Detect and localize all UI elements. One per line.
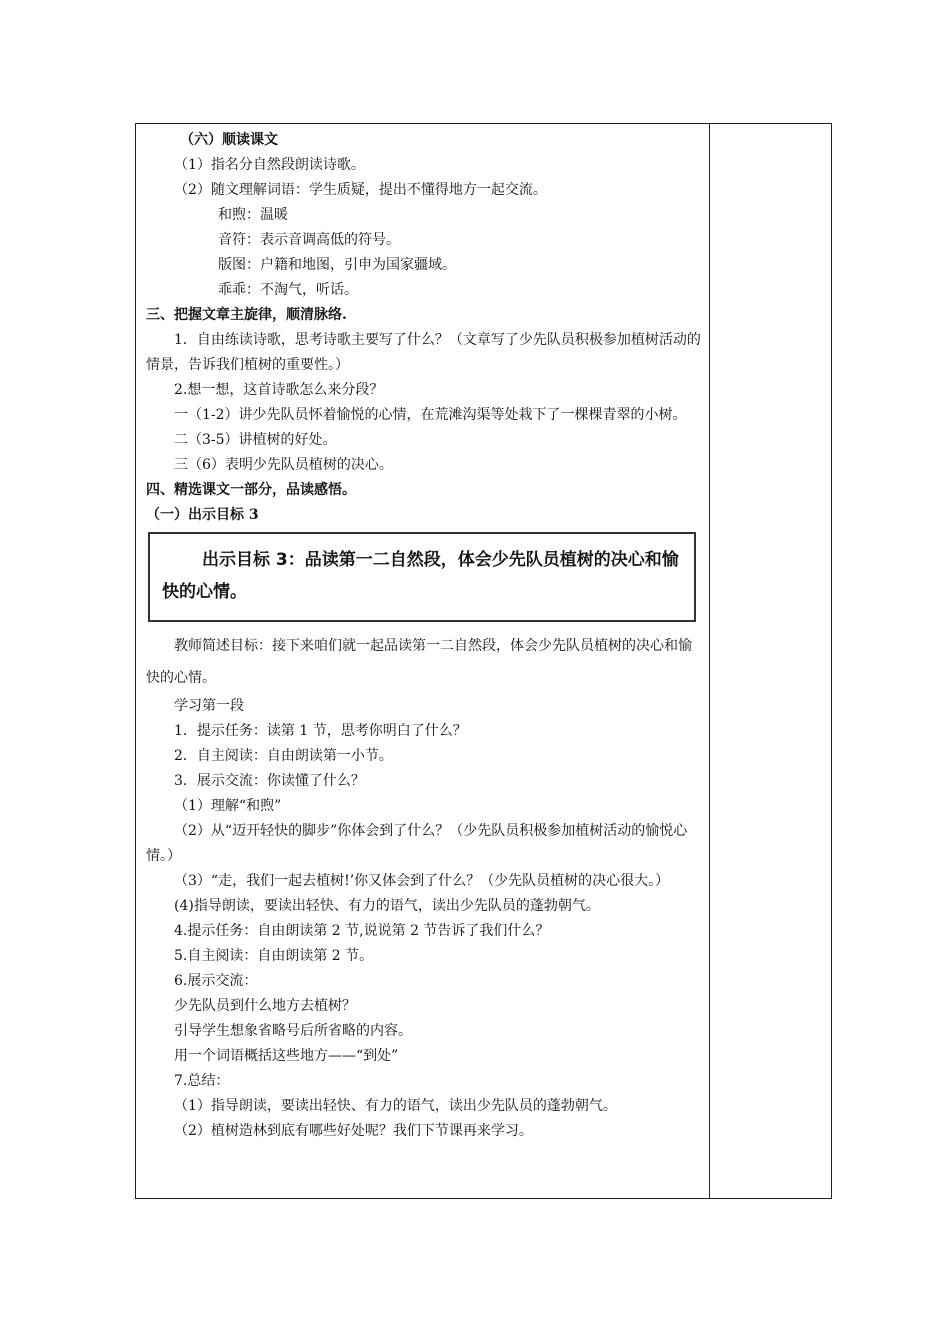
text-line: 2．自主阅读：自由朗读第一小节。: [174, 748, 393, 764]
text-paragraph: （1）指导朗读，要读出轻快、有力的语气，读出少先队员的蓬勃朝气。: [174, 1098, 617, 1114]
subsection-heading: （一）出示目标 3: [146, 507, 259, 523]
text-line: （1）指名分自然段朗读诗歌。: [174, 157, 365, 173]
text-line: 3．展示交流：你读懂了什么？: [174, 773, 365, 789]
text-line: 二（3-5）讲植树的好处。: [174, 432, 337, 448]
text-line: 6.展示交流：: [174, 973, 258, 989]
text-line: （1）理解“和煦”: [174, 798, 282, 814]
text-line: 引导学生想象省略号后所省略的内容。: [174, 1023, 412, 1039]
text-paragraph: 1．自由练读诗歌，思考诗歌主要写了什么？（文章写了少先队员积极参加植树活动的情景，告诉我们植树的重要性。）: [146, 332, 701, 373]
text-line: 2.想一想，这首诗歌怎么来分段？: [174, 382, 384, 398]
text-line: 7.总结：: [174, 1073, 230, 1089]
text-line: (4)指导朗读，要读出轻快、有力的语气，读出少先队员的蓬勃朝气。: [174, 898, 600, 914]
text-paragraph: （2）从“迈开轻快的脚步”你体会到了什么？（少先队员积极参加植树活动的愉悦心情。）: [146, 823, 688, 864]
section-heading: 三、把握文章主旋律，顺清脉络.: [146, 307, 347, 323]
vocab-line: 音符：表示音调高低的符号。: [218, 232, 400, 248]
text-paragraph: 一（1-2）讲少先队员怀着愉悦的心情，在荒滩沟渠等处栽下了一棵棵青翠的小树。: [174, 407, 687, 423]
text-line: 三（6）表明少先队员植树的决心。: [174, 457, 393, 473]
text-paragraph: （3）“走，我们一起去植树!’你又体会到了什么？（少先队员植树的决心很大。）: [174, 873, 670, 889]
lesson-content: [146, 128, 702, 1144]
text-line: （2）植树造林到底有哪些好处呢？我们下节课再来学习。: [174, 1123, 533, 1139]
goal-box: 出示目标 3：品读第一二自然段，体会少先队员植树的决心和愉快的心情。: [148, 532, 696, 622]
text-line: 4.提示任务：自由朗读第 2 节,说说第 2 节告诉了我们什么？: [174, 923, 550, 939]
section-heading: 四、精选课文一部分，品读感悟。: [146, 482, 356, 498]
text-paragraph: 教师简述目标：接下来咱们就一起品读第一二自然段，体会少先队员植树的决心和愉快的心情。: [146, 638, 692, 686]
vocab-line: 和煦：温暖: [218, 207, 288, 223]
text-line: （2）随文理解词语：学生质疑，提出不懂得地方一起交流。: [174, 182, 547, 198]
vocab-line: 乖乖：不淘气，听话。: [218, 282, 358, 298]
column-divider: [709, 124, 710, 1198]
section-heading: （六）顺读课文: [180, 132, 278, 148]
text-line: 用一个词语概括这些地方——“到处”: [174, 1048, 399, 1064]
text-line: 5.自主阅读：自由朗读第 2 节。: [174, 948, 374, 964]
text-line: 1．提示任务：读第 1 节，思考你明白了什么？: [174, 723, 467, 739]
lesson-table: [135, 123, 832, 1199]
text-line: 少先队员到什么地方去植树？: [174, 998, 356, 1014]
text-line: 学习第一段: [174, 698, 244, 714]
vocab-line: 版图：户籍和地图，引申为国家疆域。: [218, 257, 456, 273]
